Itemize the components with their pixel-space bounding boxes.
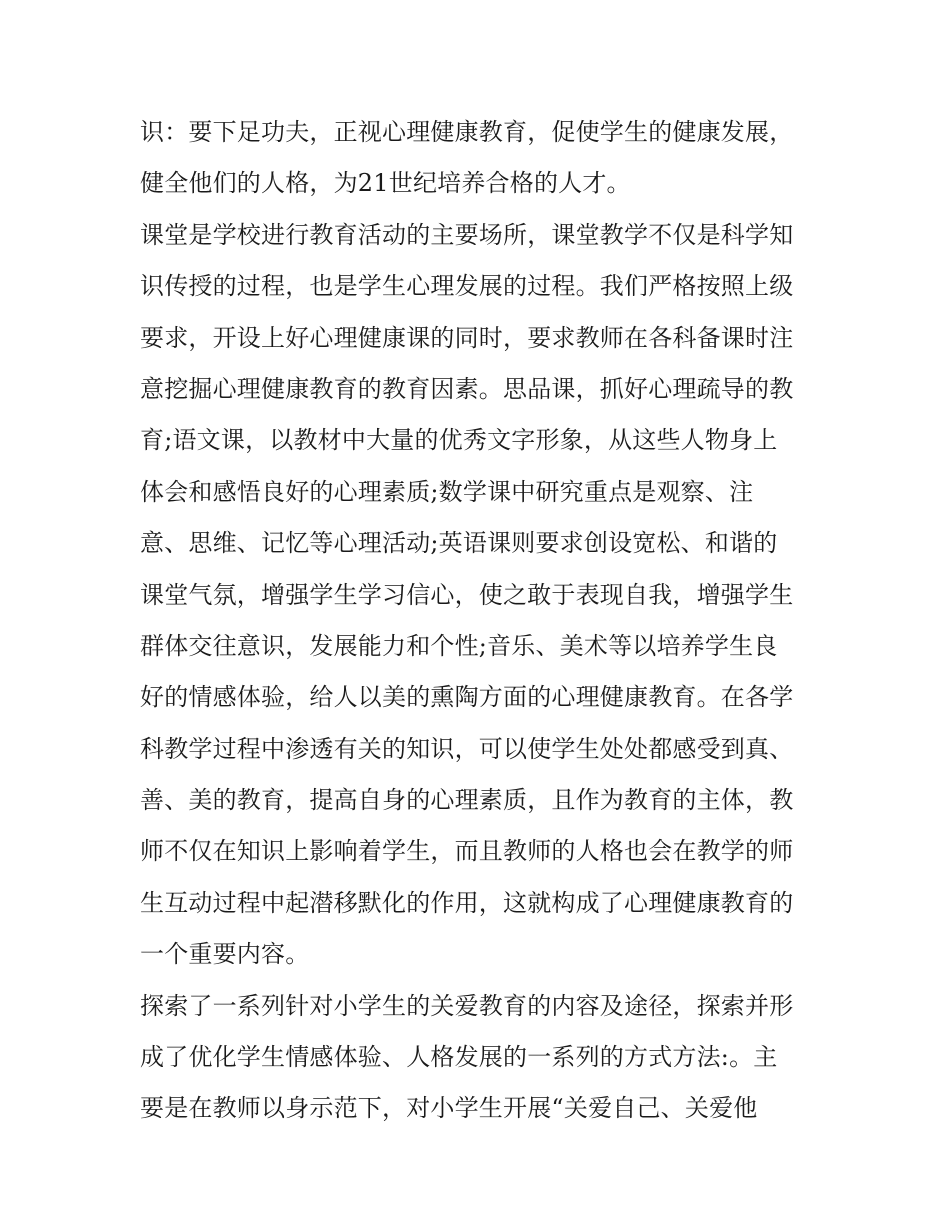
text-line: 课堂是学校进行教育活动的主要场所，课堂教学不仅是科学知: [140, 220, 794, 249]
text-line: 健全他们的人格，为21世纪培养合格的人才。: [140, 169, 631, 198]
text-line: 群体交往意识，发展能力和个性;音乐、美术等以培养学生良: [140, 631, 778, 660]
text-line: 育;语文课，以教材中大量的优秀文字形象，从这些人物身上: [140, 426, 778, 455]
text-line: 生互动过程中起潜移默化的作用，这就构成了心理健康教育的: [140, 888, 794, 917]
text-line: 科教学过程中渗透有关的知识，可以使学生处处都感受到真、: [140, 734, 794, 763]
text-line: 要是在教师以身示范下，对小学生开展“关爱自己、关爱他: [140, 1094, 758, 1123]
text-line: 识：要下足功夫，正视心理健康教育，促使学生的健康发展，: [140, 118, 794, 146]
text-line: 探索了一系列针对小学生的关爱教育的内容及途径，探索并形: [140, 991, 794, 1020]
text-line: 成了优化学生情感体验、人格发展的一系列的方式方法:。主: [140, 1043, 778, 1072]
text-line: 师不仅在知识上影响着学生，而且教师的人格也会在教学的师: [140, 837, 794, 866]
text-line: 一个重要内容。: [140, 940, 310, 969]
text-line: 识传授的过程，也是学生心理发展的过程。我们严格按照上级: [140, 272, 794, 301]
body-text: [140, 107, 820, 1135]
text-line: 善、美的教育，提高自身的心理素质，且作为教育的主体，教: [140, 786, 794, 815]
text-line: 体会和感悟良好的心理素质;数学课中研究重点是观察、注: [140, 477, 754, 506]
text-line: 课堂气氛，增强学生学习信心，使之敢于表现自我，增强学生: [140, 580, 794, 609]
text-line: 意、思维、记忆等心理活动;英语课则要求创设宽松、和谐的: [140, 529, 778, 558]
text-line: 要求，开设上好心理健康课的同时，要求教师在各科备课时注: [140, 323, 794, 352]
text-line: 意挖掘心理健康教育的教育因素。思品课，抓好心理疏导的教: [140, 374, 794, 403]
text-line: 好的情感体验，给人以美的熏陶方面的心理健康教育。在各学: [140, 683, 794, 712]
